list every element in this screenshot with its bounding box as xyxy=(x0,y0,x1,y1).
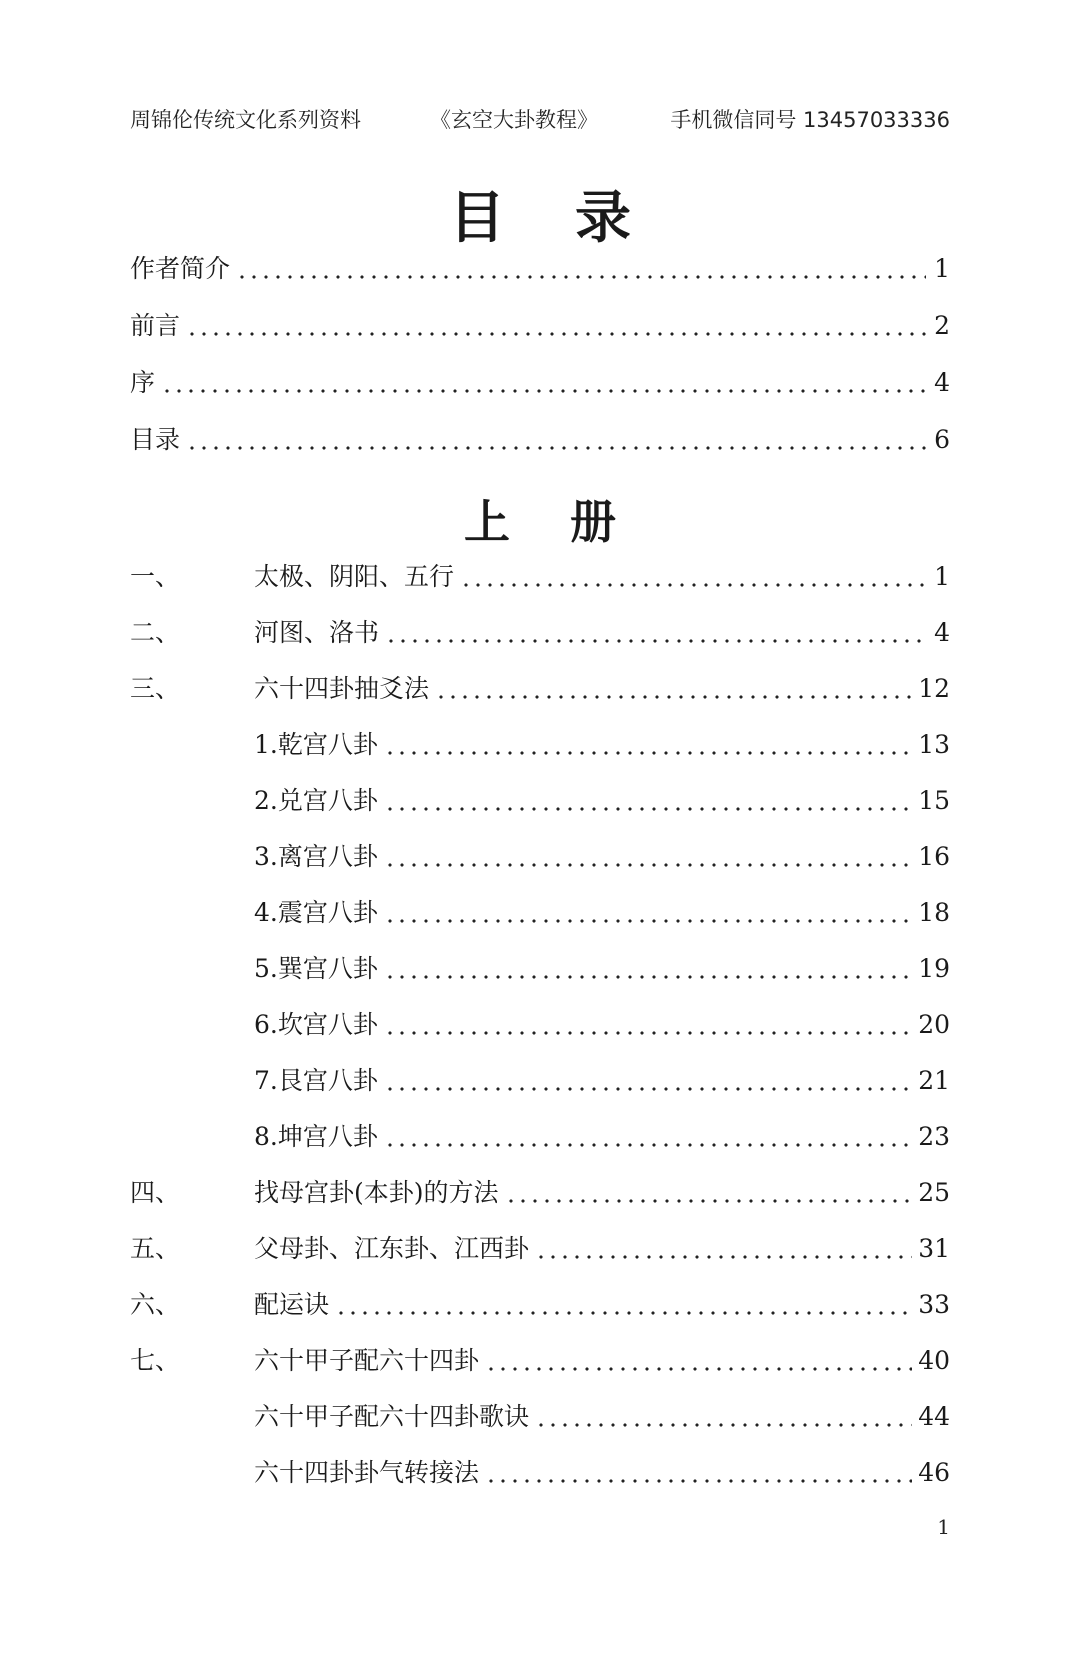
entry-page: 4 xyxy=(934,618,950,647)
entry-page: 2 xyxy=(934,311,950,340)
entry-number: 六、 xyxy=(130,1290,181,1319)
entry-label: 5.巽宫八卦 xyxy=(254,954,378,983)
dot-leader xyxy=(384,919,912,923)
entry-page: 31 xyxy=(918,1234,950,1263)
dot-leader xyxy=(384,863,912,867)
entry-page: 13 xyxy=(918,730,950,759)
page-number: 1 xyxy=(937,1515,950,1539)
dot-leader xyxy=(186,446,926,450)
entry-page: 6 xyxy=(934,425,950,454)
toc-entry[interactable] xyxy=(130,896,950,930)
entry-label: 六十四卦抽爻法 xyxy=(254,674,430,703)
dot-leader xyxy=(385,639,926,643)
entry-page: 1 xyxy=(934,254,950,283)
toc-entry[interactable] xyxy=(130,1456,950,1490)
entry-label: 1.乾宫八卦 xyxy=(254,730,378,759)
entry-number: 四、 xyxy=(130,1178,181,1207)
toc-entry[interactable] xyxy=(130,1176,950,1210)
entry-label: 六十四卦卦气转接法 xyxy=(254,1458,480,1487)
entry-number: 一、 xyxy=(130,562,181,591)
dot-leader xyxy=(236,275,926,279)
entry-label: 4.震宫八卦 xyxy=(254,898,378,927)
dot-leader xyxy=(505,1199,913,1203)
entry-page: 16 xyxy=(918,842,950,871)
entry-label: 河图、洛书 xyxy=(254,618,380,647)
entry-page: 21 xyxy=(918,1066,950,1095)
entry-label: 7.艮宫八卦 xyxy=(254,1066,378,1095)
entry-label: 2.兑宫八卦 xyxy=(254,786,378,815)
entry-page: 12 xyxy=(918,674,950,703)
front-matter-list xyxy=(130,252,950,480)
dot-leader xyxy=(384,807,912,811)
entry-label: 6.坎宫八卦 xyxy=(254,1010,378,1039)
toc-entry[interactable] xyxy=(130,1064,950,1098)
dot-leader xyxy=(384,1031,912,1035)
dot-leader xyxy=(384,1087,912,1091)
dot-leader xyxy=(435,695,912,699)
entry-page: 19 xyxy=(918,954,950,983)
entry-label: 序 xyxy=(130,368,156,397)
entry-number: 二、 xyxy=(130,618,181,647)
toc-entry[interactable] xyxy=(130,952,950,986)
toc-entry[interactable] xyxy=(130,784,950,818)
entry-label: 8.坤宫八卦 xyxy=(254,1122,378,1151)
toc-entry[interactable] xyxy=(130,309,950,343)
entry-page: 44 xyxy=(918,1402,950,1431)
toc-entry[interactable] xyxy=(130,1400,950,1434)
toc-entry[interactable] xyxy=(130,560,950,594)
dot-leader xyxy=(485,1367,912,1371)
entry-page: 40 xyxy=(918,1346,950,1375)
dot-leader xyxy=(535,1255,912,1259)
entry-label: 前言 xyxy=(130,311,181,340)
toc-entry[interactable] xyxy=(130,252,950,286)
dot-leader xyxy=(161,389,926,393)
toc-entry[interactable] xyxy=(130,1008,950,1042)
entry-page: 4 xyxy=(934,368,950,397)
header-contact: 手机微信同号 13457033336 xyxy=(670,108,950,132)
header-series: 周锦伦传统文化系列资料 xyxy=(130,108,361,132)
entry-page: 1 xyxy=(934,562,950,591)
dot-leader xyxy=(535,1423,912,1427)
dot-leader xyxy=(335,1311,912,1315)
entry-label: 找母宫卦(本卦)的方法 xyxy=(254,1178,499,1207)
entry-number: 三、 xyxy=(130,674,181,703)
entry-label: 六十甲子配六十四卦 xyxy=(254,1346,480,1375)
dot-leader xyxy=(384,751,912,755)
toc-entry[interactable] xyxy=(130,840,950,874)
entry-label: 配运诀 xyxy=(254,1290,330,1319)
dot-leader xyxy=(384,975,912,979)
page-header xyxy=(130,104,950,138)
entry-label: 作者简介 xyxy=(130,254,231,283)
toc-entry[interactable] xyxy=(130,616,950,650)
entry-page: 15 xyxy=(918,786,950,815)
toc-entry[interactable] xyxy=(130,423,950,457)
toc-entry[interactable] xyxy=(130,672,950,706)
entry-page: 33 xyxy=(918,1290,950,1319)
toc-entry[interactable] xyxy=(130,728,950,762)
dot-leader xyxy=(384,1143,912,1147)
toc-entry[interactable] xyxy=(130,1232,950,1266)
entry-page: 18 xyxy=(918,898,950,927)
header-book-title: 《玄空大卦教程》 xyxy=(430,108,598,132)
entry-label: 太极、阴阳、五行 xyxy=(254,562,455,591)
dot-leader xyxy=(485,1479,912,1483)
toc-entry[interactable] xyxy=(130,1288,950,1322)
entry-label: 目录 xyxy=(130,425,181,454)
dot-leader xyxy=(186,332,926,336)
toc-entry[interactable] xyxy=(130,366,950,400)
toc-title: 目录 xyxy=(449,185,701,251)
entry-label: 父母卦、江东卦、江西卦 xyxy=(254,1234,530,1263)
toc-entry[interactable] xyxy=(130,1344,950,1378)
entry-page: 23 xyxy=(918,1122,950,1151)
toc-entry[interactable] xyxy=(130,1120,950,1154)
entry-label: 六十甲子配六十四卦歌诀 xyxy=(254,1402,530,1431)
entry-number: 五、 xyxy=(130,1234,181,1263)
entry-label: 3.离宫八卦 xyxy=(254,842,378,871)
toc-list xyxy=(130,560,950,1512)
section-title: 上册 xyxy=(464,495,676,549)
entry-page: 46 xyxy=(918,1458,950,1487)
entry-page: 25 xyxy=(918,1178,950,1207)
entry-number: 七、 xyxy=(130,1346,181,1375)
entry-page: 20 xyxy=(918,1010,950,1039)
dot-leader xyxy=(460,583,926,587)
